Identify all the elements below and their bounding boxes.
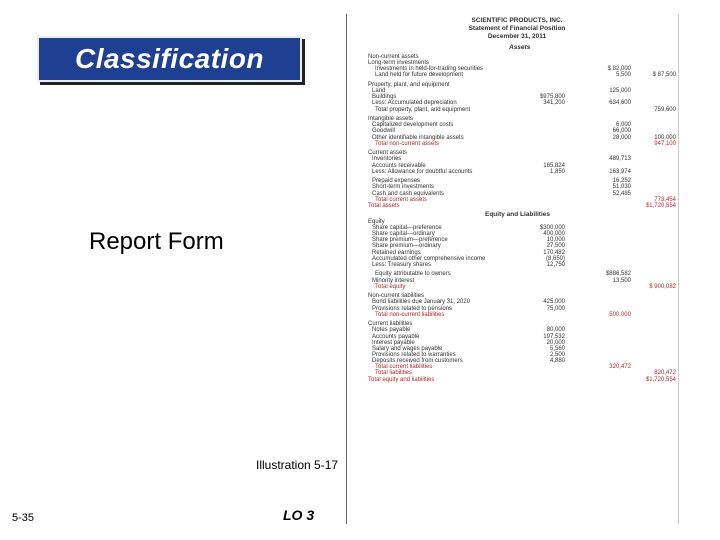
line-amount: 947,100 xyxy=(654,140,676,147)
statement-date: December 31, 2011 xyxy=(487,33,547,40)
line-label: Cash and cash equivalents xyxy=(372,190,445,197)
line-amount: 489,713 xyxy=(609,156,631,163)
line-amount: $886,582 xyxy=(605,271,631,278)
line-label: Non-current liabilities xyxy=(368,293,425,300)
line-label: Salary and wages payable xyxy=(372,345,443,352)
line-amount: 52,485 xyxy=(612,190,631,197)
line-amount: $975,800 xyxy=(539,94,565,101)
line-amount: 75,000 xyxy=(546,305,565,312)
line-label: Total equity and liabilities xyxy=(368,376,435,383)
line-amount: 16,252 xyxy=(612,178,631,185)
line-amount: $300,000 xyxy=(539,224,565,231)
line-label: Minority interest xyxy=(372,277,415,284)
line-amount: 773,454 xyxy=(654,196,676,203)
line-amount: $1,720,554 xyxy=(645,376,676,383)
line-amount: $1,720,554 xyxy=(645,202,676,209)
line-label: Current assets xyxy=(368,150,408,157)
line-amount: 197,532 xyxy=(543,333,565,340)
line-amount: 500,000 xyxy=(609,311,631,318)
line-amount: 341,200 xyxy=(543,100,565,107)
line-amount: (8,650) xyxy=(545,255,565,262)
line-amount: 12,750 xyxy=(546,261,565,268)
line-label: Total property, plant, and equipment xyxy=(375,106,471,113)
line-label: Investments in held-for-trading securities xyxy=(375,66,484,73)
line-label: Retained earnings xyxy=(372,249,421,256)
line-label: Provisions related to warranties xyxy=(372,351,456,358)
line-label: Capitalized development costs xyxy=(372,122,454,129)
line-label: Notes payable xyxy=(372,327,411,334)
financial-statement-image xyxy=(346,14,678,524)
line-label: Property, plant, and equipment xyxy=(368,81,450,88)
line-label: Prepaid expenses xyxy=(372,178,421,185)
line-label: Inventories xyxy=(372,156,402,163)
line-amount: 400,000 xyxy=(543,231,565,238)
line-label: Less: Treasury shares xyxy=(372,261,432,268)
line-label: Total non-current liabilities xyxy=(375,311,445,318)
line-label: Long-term investments xyxy=(368,60,430,67)
line-label: Current liabilities xyxy=(368,321,413,328)
line-amount: 634,600 xyxy=(609,100,631,107)
line-label: Short-term investments xyxy=(372,184,435,191)
line-amount: 5,500 xyxy=(615,72,631,79)
line-amount: 6,000 xyxy=(615,122,631,129)
line-amount: 5,560 xyxy=(549,345,565,352)
slide-title-box xyxy=(37,36,302,82)
line-amount: 125,000 xyxy=(609,88,631,95)
line-amount: 100,000 xyxy=(654,134,676,141)
line-label: Other identifiable intangible assets xyxy=(372,134,464,141)
line-label: Share capital—ordinary xyxy=(372,231,435,238)
line-amount: 1,850 xyxy=(549,168,565,175)
line-label: Provisions related to pensions xyxy=(372,305,453,312)
line-amount: 820,472 xyxy=(654,370,676,377)
company-name: SCIENTIFIC PRODUCTS, INC. xyxy=(471,17,563,24)
line-label: Total current liabilities xyxy=(375,364,433,371)
line-label: Bond liabilities due January 31, 2020 xyxy=(372,299,471,306)
slide-number: 5-35 xyxy=(12,512,35,524)
line-label: Land xyxy=(372,88,386,95)
line-label: Less: Allowance for doubtful accounts xyxy=(372,168,473,175)
line-label: Total current assets xyxy=(375,196,428,203)
line-label: Goodwill xyxy=(372,128,396,135)
line-label: Non-current assets xyxy=(368,54,419,60)
line-label: Equity xyxy=(368,218,385,225)
line-label: Intangible assets xyxy=(368,116,414,123)
line-amount: 163,974 xyxy=(609,168,631,175)
line-label: Interest payable xyxy=(372,339,415,346)
line-amount: 27,500 xyxy=(546,243,565,250)
line-amount: 2,500 xyxy=(549,351,565,358)
line-amount: 320,472 xyxy=(609,364,631,371)
line-label: Share premium—preference xyxy=(372,237,448,244)
line-amount: 170,482 xyxy=(543,249,565,256)
learning-objective: LO 3 xyxy=(283,507,315,523)
line-amount: 4,880 xyxy=(549,358,565,365)
line-amount: 13,500 xyxy=(612,277,631,284)
line-amount: 759,600 xyxy=(654,106,676,113)
line-amount: 28,000 xyxy=(612,134,631,141)
statement-name: Statement of Financial Position xyxy=(468,25,566,32)
line-label: Total non-current assets xyxy=(375,140,440,147)
line-amount: $ 900,082 xyxy=(649,283,676,290)
line-label: Accounts payable xyxy=(372,333,420,340)
statement-header xyxy=(447,17,587,41)
line-label: Total assets xyxy=(368,202,400,209)
line-label: Equity attributable to owners xyxy=(375,271,451,278)
report-form-label: Report Form xyxy=(89,228,224,255)
line-label: Land held for future development xyxy=(375,72,464,79)
line-amount: $ 87,500 xyxy=(652,72,676,79)
line-label: Buildings xyxy=(372,94,397,101)
illustration-caption: Illustration 5-17 xyxy=(256,458,339,472)
line-amount: 66,000 xyxy=(612,128,631,135)
slide-title: Classification xyxy=(74,43,265,74)
line-amount: 51,030 xyxy=(612,184,631,191)
line-amount: 20,000 xyxy=(546,339,565,346)
line-label: Share premium—ordinary xyxy=(372,243,441,250)
line-label: Accumulated other comprehensive income xyxy=(372,255,486,262)
line-label: Accounts receivable xyxy=(372,162,426,169)
line-amount: 10,000 xyxy=(546,237,565,244)
line-label: Less: Accumulated depreciation xyxy=(372,100,457,107)
line-label: Share capital—preference xyxy=(372,224,442,231)
line-amount: $ 82,000 xyxy=(607,66,631,73)
assets-heading: Assets xyxy=(509,44,531,51)
equity-liabilities-heading: Equity and Liabilities xyxy=(485,210,551,218)
line-amount: 80,000 xyxy=(546,327,565,334)
line-amount: 425,000 xyxy=(543,299,565,306)
line-label: Total equity xyxy=(375,283,406,290)
line-label: Deposits received from customers xyxy=(372,358,463,365)
line-label: Total liabilities xyxy=(375,370,413,377)
line-amount: 165,824 xyxy=(543,162,565,169)
